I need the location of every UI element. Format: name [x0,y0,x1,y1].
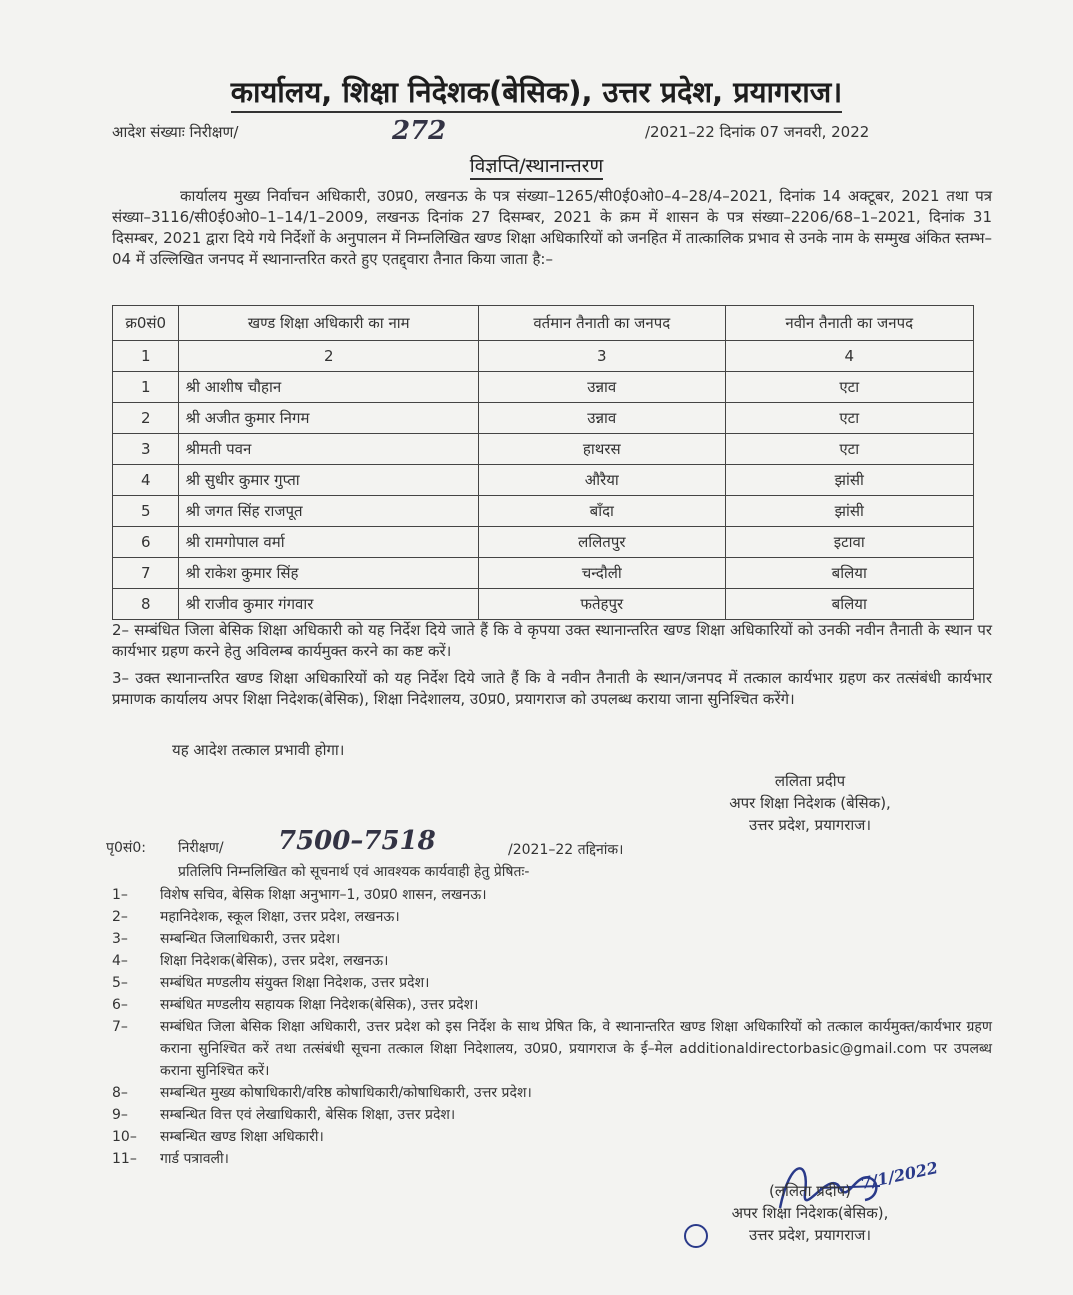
cell-current-district: औरैया [479,465,725,496]
cell-current-district: उन्नाव [479,372,725,403]
cell-officer-name: श्री राकेश कुमार सिंह [179,558,479,589]
signature-date-handwritten: 7/1/2022 [858,1158,940,1193]
signatory-designation: अपर शिक्षा निदेशक (बेसिक), [729,794,891,812]
cell-serial: 2 [113,403,179,434]
list-item-text: सम्बन्धित मुख्य कोषाधिकारी/वरिष्ठ कोषाधिकारी/कोषाधिकारी, उत्तर प्रदेश। [160,1085,532,1101]
endorsement-intro: प्रतिलिपि निम्नलिखित को सूचनार्थ एवं आवश्यक कार्यवाही हेतु प्रेषितः- [178,864,530,880]
cell-officer-name: श्री रामगोपाल वर्मा [179,527,479,558]
column-number: 1 [113,341,179,372]
table-row [113,589,974,620]
list-item [112,950,992,972]
signatory-name: ललिता प्रदीप [774,772,846,790]
list-item-text: सम्बंधित मण्डलीय सहायक शिक्षा निदेशक(बेसिक), उत्तर प्रदेश। [160,997,479,1013]
cell-new-district: बलिया [725,589,974,620]
list-item [112,1082,992,1104]
cell-officer-name: श्री आशीष चौहान [179,372,479,403]
order-date: /2021–22 दिनांक 07 जनवरी, 2022 [645,123,870,141]
list-item-number: 7– [112,1019,128,1035]
list-item-text: शिक्षा निदेशक(बेसिक), उत्तर प्रदेश, लखनऊ। [160,953,389,969]
list-item-number: 3– [112,931,128,947]
list-item-number: 5– [112,975,128,991]
table-row [113,434,974,465]
column-number-row [113,341,974,372]
intro-paragraph: कार्यालय मुख्य निर्वाचन अधिकारी, उ0प्र0, लखनऊ के पत्र संख्या–1265/सी0ई0ओ0–4–28/4–2021, दिनांक 14 अक्टूबर, 2021 तथा पत्र संख्या–3116/सी0ई0ओ0–1–14/1–2009, लखनऊ दिनांक 27 दिसम्बर, 2021 के क्रम में शासन के पत्र संख्या–2206/68–1–2021, दिनांक 31 दिसम्बर, 2021 द्वारा दिये गये निर्देशों के अनुपालन में निम्नलिखित खण्ड शिक्षा अधिकारियों को जनहित में तात्कालिक प्रभाव से उनके नाम के सम्मुख अंकित स्तम्भ–04 में उल्लिखित जनपद में स्थानान्तरित करते हुए एतद्द्वारा तैनात किया जाता है:– [112,187,992,268]
cell-officer-name: श्री राजीव कुमार गंगवार [179,589,479,620]
cell-serial: 5 [113,496,179,527]
list-item-text: सम्बन्धित जिलाधिकारी, उत्तर प्रदेश। [160,931,341,947]
list-item-text: गार्ड पत्रावली। [160,1151,229,1167]
cell-serial: 8 [113,589,179,620]
endorsement-ref: निरीक्षण/ [178,840,224,856]
cell-officer-name: श्री सुधीर कुमार गुप्ता [179,465,479,496]
list-item [112,1016,992,1082]
subject-heading [0,152,1073,178]
table-row [113,465,974,496]
paragraph-4: यह आदेश तत्काल प्रभावी होगा। [172,741,345,759]
list-item-number: 9– [112,1107,128,1123]
signatory-location: उत्तर प्रदेश, प्रयागराज। [748,1226,872,1244]
copy-list [112,884,992,1170]
header-new-district: नवीन तैनाती का जनपद [725,306,974,341]
cell-officer-name: श्री अजीत कुमार निगम [179,403,479,434]
signature-block-1 [690,770,930,836]
header-officer-name: खण्ड शिक्षा अधिकारी का नाम [179,306,479,341]
cell-new-district: झांसी [725,496,974,527]
list-item-text: महानिदेशक, स्कूल शिक्षा, उत्तर प्रदेश, लखनऊ। [160,909,400,925]
list-item-text: सम्बन्धित खण्ड शिक्षा अधिकारी। [160,1129,324,1145]
paragraph-3: 3– उक्त स्थानान्तरित खण्ड शिक्षा अधिकारियों को यह निर्देश दिये जाते हैं कि वे नवीन तैनाती के स्थान/जनपद में तत्काल कार्यभार ग्रहण कर तत्संबंधी कार्यभार प्रमाणक कार्यालय अपर शिक्षा निदेशक(बेसिक), शिक्षा निदेशालय, उ0प्र0, प्रयागराज को उपलब्ध कराया जाना सुनिश्चित करेंगे। [112,669,992,708]
cell-new-district: एटा [725,372,974,403]
cell-current-district: चन्दौली [479,558,725,589]
list-item [112,884,992,906]
cell-serial: 6 [113,527,179,558]
list-item [112,906,992,928]
table-row [113,496,974,527]
order-label: आदेश संख्याः निरीक्षण/ [112,123,239,141]
header-current-district: वर्तमान तैनाती का जनपद [479,306,725,341]
cell-new-district: इटावा [725,527,974,558]
list-item-text: सम्बंधित मण्डलीय संयुक्त शिक्षा निदेशक, उत्तर प्रदेश। [160,975,430,991]
endorsement-ref-handwritten: 7500–7518 [278,826,436,856]
list-item-text: सम्बन्धित वित्त एवं लेखाधिकारी, बेसिक शिक्षा, उत्तर प्रदेश। [160,1107,456,1123]
list-item-number: 10– [112,1129,137,1145]
table-header-row [113,306,974,341]
cell-current-district: ललितपुर [479,527,725,558]
list-item [112,972,992,994]
table-row [113,403,974,434]
list-item-number: 4– [112,953,128,969]
subject-text: विज्ञप्ति/स्थानान्तरण [470,155,603,180]
list-item [112,994,992,1016]
signature-block-2 [690,1180,930,1246]
list-item-number: 1– [112,887,128,903]
paragraph-2: 2– सम्बंधित जिला बेसिक शिक्षा अधिकारी को यह निर्देश दिये जाते हैं कि वे कृपया उक्त स्थानान्तरित खण्ड शिक्षा अधिकारियों को उनकी नवीन तैनाती के स्थान पर कार्यभार ग्रहण करने हेतु अविलम्ब कार्यमुक्त करने का कष्ट करें। [112,621,992,660]
cell-new-district: एटा [725,434,974,465]
cell-serial: 3 [113,434,179,465]
list-item [112,928,992,950]
cell-officer-name: श्रीमती पवन [179,434,479,465]
column-number: 2 [179,341,479,372]
list-item [112,1104,992,1126]
list-item-number: 6– [112,997,128,1013]
signatory-location: उत्तर प्रदेश, प्रयागराज। [748,816,872,834]
office-title [0,72,1073,111]
table-row [113,372,974,403]
cell-serial: 7 [113,558,179,589]
endorsement-label: पृ0सं0: [106,840,146,856]
cell-new-district: बलिया [725,558,974,589]
signatory-name: (ललिता प्रदीप) [768,1182,852,1200]
list-item-number: 11– [112,1151,137,1167]
list-item-number: 2– [112,909,128,925]
header-serial: क्र0सं0 [113,306,179,341]
table-row [113,558,974,589]
cell-serial: 1 [113,372,179,403]
order-number-handwritten: 272 [392,116,447,146]
cell-current-district: बाँदा [479,496,725,527]
table-row [113,527,974,558]
cell-serial: 4 [113,465,179,496]
endorsement-date: /2021–22 तद्दिनांक। [508,842,624,858]
cell-current-district: हाथरस [479,434,725,465]
transfer-table [112,305,974,620]
cell-officer-name: श्री जगत सिंह राजपूत [179,496,479,527]
cell-current-district: फतेहपुर [479,589,725,620]
ink-mark-icon [684,1224,708,1248]
list-item [112,1126,992,1148]
signatory-designation: अपर शिक्षा निदेशक(बेसिक), [731,1204,889,1222]
column-number: 3 [479,341,725,372]
cell-new-district: एटा [725,403,974,434]
cell-current-district: उन्नाव [479,403,725,434]
cell-new-district: झांसी [725,465,974,496]
list-item-text: विशेष सचिव, बेसिक शिक्षा अनुभाग–1, उ0प्र0 शासन, लखनऊ। [160,887,487,903]
column-number: 4 [725,341,974,372]
list-item-number: 8– [112,1085,128,1101]
list-item-text: सम्बंधित जिला बेसिक शिक्षा अधिकारी, उत्तर प्रदेश को इस निर्देश के साथ प्रेषित कि, वे स्थानान्तरित खण्ड शिक्षा अधिकारियों को तत्काल कार्यमुक्त/कार्यभार ग्रहण कराना सुनिश्चित करें तथा तत्संबंधी सूचना तत्काल शिक्षा निदेशालय, उ0प्र0, प्रयागराज के ई–मेल additionaldirectorbasic@gmail.com पर उपलब्ध कराना सुनिश्चित करें। [160,1019,992,1079]
office-title-text: कार्यालय, शिक्षा निदेशक(बेसिक), उत्तर प्रदेश, प्रयागराज। [231,75,843,113]
